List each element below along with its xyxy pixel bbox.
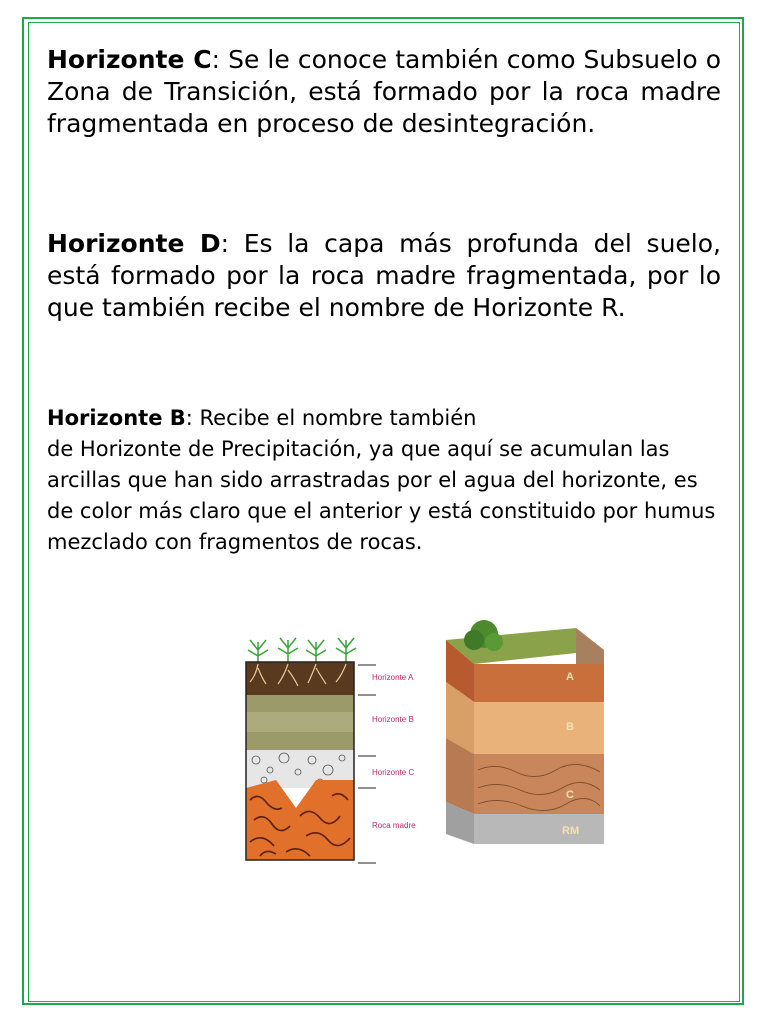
label-horizonte-b: Horizonte B: [372, 715, 414, 724]
term-horizonte-d: Horizonte D: [47, 229, 221, 258]
cube-label-rm: RM: [562, 825, 580, 837]
soil-profile-column: [246, 638, 416, 863]
label-horizonte-c: Horizonte C: [372, 768, 415, 777]
paragraph-text: Es la capa más profunda del suelo, está formado por la roca madre fragmentada, por lo que también recibe el nombre de Horizonte R.: [47, 229, 721, 322]
cube-label-c: C: [566, 789, 574, 801]
term-separator: :: [220, 229, 230, 258]
paragraph-horizonte-d: [47, 228, 721, 324]
soil-horizons-figure: [236, 620, 616, 875]
label-horizonte-a: Horizonte A: [372, 673, 414, 682]
paragraph-text: Se le conoce también como Subsuelo o Zona de Transición, está formado por la roca madre fragmentada en proceso de desintegración.: [47, 45, 721, 138]
term-horizonte-b: Horizonte B: [47, 406, 186, 430]
cube-label-b: B: [566, 721, 574, 733]
term-separator: :: [185, 406, 193, 430]
paragraph-text: de Horizonte de Precipitación, ya que aquí se acumulan las arcillas que han sido arrastradas por el agua del horizonte, es de color más claro que el anterior y está constituido por humus mezclado con fragmentos de rocas.: [47, 437, 716, 554]
layer-roca-madre: [246, 780, 354, 860]
soil-block-cube: [446, 620, 604, 844]
label-roca-madre: Roca madre: [372, 821, 416, 830]
plants-icon: [248, 638, 356, 662]
paragraph-horizonte-b: [47, 403, 717, 558]
paragraph-first-line: Recibe el nombre también: [192, 406, 477, 430]
cube-label-a: A: [566, 671, 574, 683]
term-separator: :: [211, 45, 221, 74]
paragraph-horizonte-c: [47, 44, 721, 140]
term-horizonte-c: Horizonte C: [47, 45, 212, 74]
